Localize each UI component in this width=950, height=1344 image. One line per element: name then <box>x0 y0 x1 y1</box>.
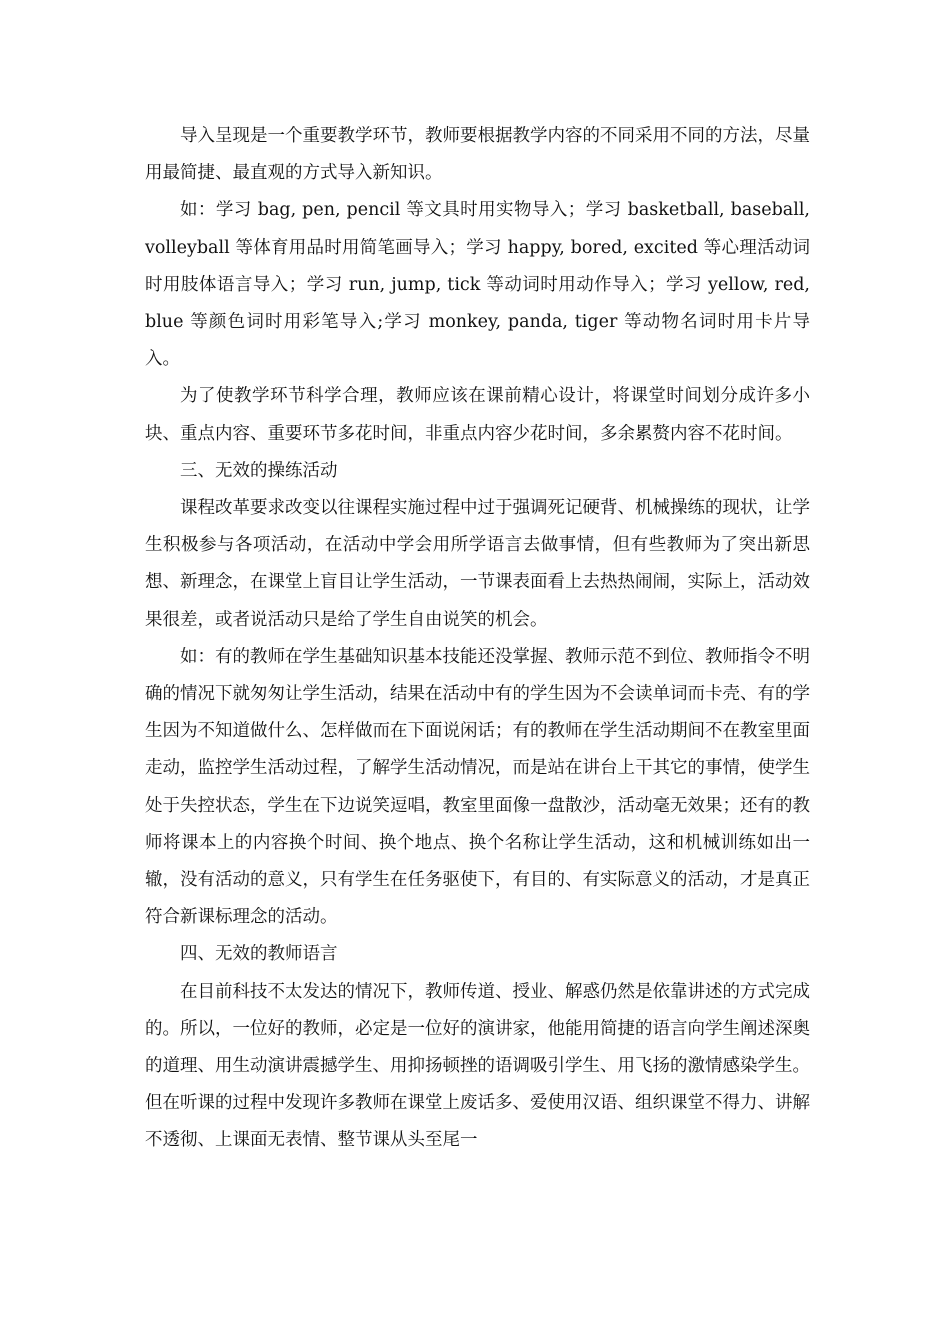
paragraph: 如：学习 bag, pen, pencil 等文具时用实物导入；学习 basketball, baseball, volleyball 等体育用品时用简笔画导入；学习 happy, bored, excited 等心理活动词时用肢体语言导入；学习 run, jump, tick 等动词时用动作导入；学习 yellow, red, blue 等颜色词时用彩笔导入;学习 monkey, panda, tiger 等动物名词时用卡片导入。 <box>145 200 810 370</box>
section-heading: 四、无效的教师语言 <box>180 944 338 965</box>
paragraph: 为了使教学环节科学合理，教师应该在课前精心设计，将课堂时间划分成许多小块、重点内容、重要环节多花时间，非重点内容少花时间，多余累赘内容不花时间。 <box>145 386 810 444</box>
paragraph: 导入呈现是一个重要教学环节，教师要根据教学内容的不同采用不同的方法，尽量用最简捷、最直观的方式导入新知识。 <box>145 126 810 184</box>
paragraph: 如：有的教师在学生基础知识基本技能还没掌握、教师示范不到位、教师指令不明确的情况下就匆匆让学生活动，结果在活动中有的学生因为不会读单词而卡壳、有的学生因为不知道做什么、怎样做而在下面说闲话；有的教师在学生活动期间不在教室里面走动，监控学生活动过程，了解学生活动情况，而是站在讲台上干其它的事情，使学生处于失控状态，学生在下边说笑逗唱，教室里面像一盘散沙，活动毫无效果；还有的教师将课本上的内容换个时间、换个地点、换个名称让学生活动，这和机械训练如出一辙，没有活动的意义，只有学生在任务驱使下，有目的、有实际意义的活动，才是真正符合新课标理念的活动。 <box>145 646 810 928</box>
document-body <box>145 118 810 1160</box>
paragraph: 课程改革要求改变以往课程实施过程中过于强调死记硬背、机械操练的现状，让学生积极参与各项活动，在活动中学会用所学语言去做事情，但有些教师为了突出新思想、新理念，在课堂上盲目让学生活动，一节课表面看上去热热闹闹，实际上，活动效果很差，或者说活动只是给了学生自由说笑的机会。 <box>145 498 810 630</box>
section-heading: 三、无效的操练活动 <box>180 460 338 481</box>
paragraph: 在目前科技不太发达的情况下，教师传道、授业、解惑仍然是依靠讲述的方式完成的。所以，一位好的教师，必定是一位好的演讲家，他能用简捷的语言向学生阐述深奥的道理、用生动演讲震撼学生、用抑扬顿挫的语调吸引学生、用飞扬的激情感染学生。但在听课的过程中发现许多教师在课堂上废话多、爱使用汉语、组织课堂不得力、讲解不透彻、上课面无表情、整节课从头至尾一 <box>145 981 810 1151</box>
